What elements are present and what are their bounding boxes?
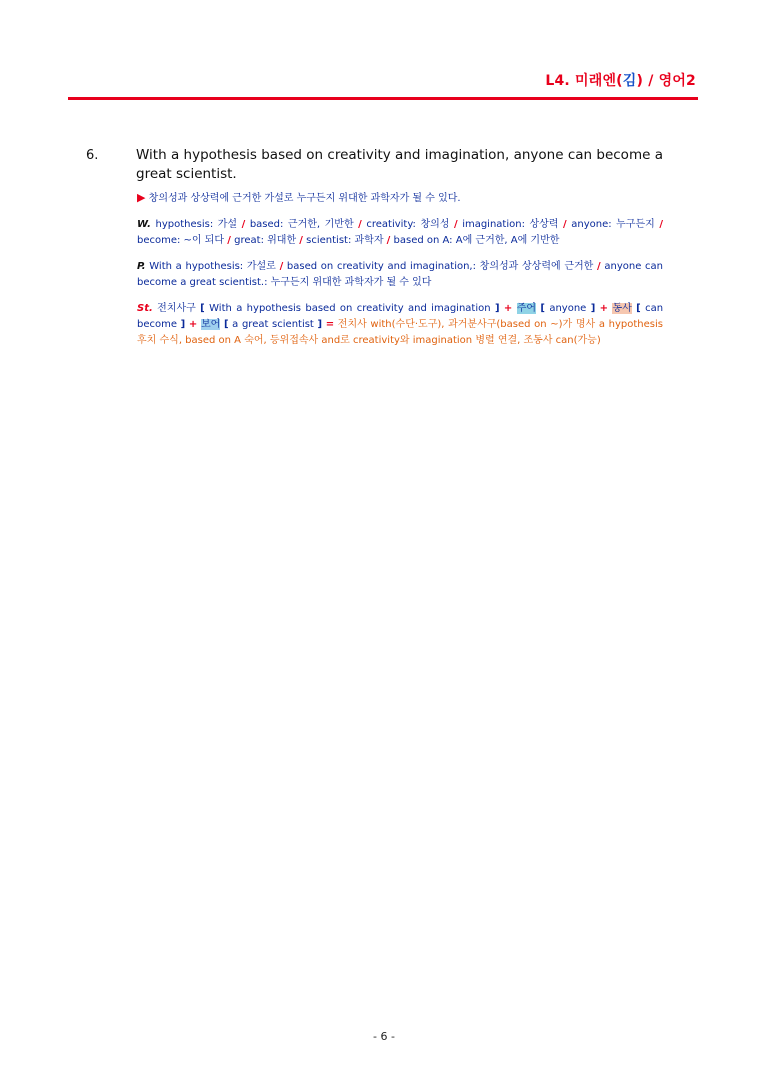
bracket-open: [ — [636, 303, 641, 314]
bracket-open: [ — [200, 303, 205, 314]
equals-sign: = — [325, 319, 335, 330]
bracket-close: ] — [317, 319, 323, 330]
page-header — [545, 70, 696, 90]
tag-subject: 주어 — [516, 303, 537, 314]
translation-text: 창의성과 상상력에 근거한 가설로 누구든지 위대한 과학자가 될 수 있다. — [148, 193, 461, 204]
words-marker: W. — [137, 219, 151, 230]
translation-block — [137, 190, 663, 207]
bracket-open: [ — [540, 303, 545, 314]
phrase-item: With a hypothesis: 가설로 — [149, 261, 276, 272]
bracket-close: ] — [590, 303, 596, 314]
word-item: imagination: 상상력 — [462, 219, 559, 230]
plus-sign: + — [503, 303, 513, 314]
word-item: scientist: 과학자 — [306, 235, 384, 246]
plus-sign: + — [599, 303, 609, 314]
phrases-block: P. With a hypothesis: 가설로 / based on creativity and imagination,: 창의성과 상상력에 근거한 / anyone can become a great scientist.: 누구든지 위대한 과학자가 될 수 있다 — [137, 261, 664, 288]
phrase-item: anyone can become a great scientist.: 누구든지 위대한 과학자가 될 수 있다 — [137, 261, 664, 288]
words-block: W. hypothesis: 가설 / based: 근거한, 기반한 / creativity: 창의성 / imagination: 상상력 / anyone: 누구든지 / become: ~이 되다 / great: 위대한 / scientist: 과학자 / based on A: A에 근거한, A에 기반한 — [137, 219, 663, 246]
structure-phrase-verb: can become — [137, 303, 664, 330]
header-rule — [68, 97, 698, 100]
bracket-close: ] — [180, 319, 186, 330]
structure-marker: St. — [137, 303, 153, 314]
triangle-marker-icon: ▶ — [137, 191, 146, 204]
publisher-prefix: 미래엔( — [575, 73, 623, 89]
word-item: become: ~이 되다 — [137, 235, 225, 246]
bracket-close: ] — [494, 303, 500, 314]
phrases-marker: P. — [137, 261, 146, 272]
subject-label: 영어2 — [658, 73, 696, 89]
word-item: based on A: A에 근거한, A에 기반한 — [393, 235, 560, 246]
publisher-suffix: ) — [636, 73, 644, 89]
question-sentence: With a hypothesis based on creativity and imagination, anyone can become a great scientist. — [136, 147, 663, 182]
tag-verb: 동사 — [612, 303, 632, 314]
page-number: - 6 - — [373, 1030, 395, 1043]
word-item: based: 근거한, 기반한 — [249, 219, 354, 230]
lesson-label: L4. — [545, 73, 570, 89]
question-number: 6. — [86, 148, 99, 163]
bracket-open: [ — [223, 319, 229, 330]
structure-label-prep: 전치사구 — [157, 303, 196, 314]
word-item: great: 위대한 — [234, 235, 297, 246]
author-name: 김 — [622, 73, 637, 89]
structure-phrase-complement: a great scientist — [232, 319, 314, 330]
structure-explanation: 전치사 with(수단·도구), 과거분사구(based on ~)가 명사 a hypothesis 후치 수식, based on A 숙어, 등위접속사 and로 creativity와 imagination 병렬 연결, 조동사 can(가능) — [137, 319, 663, 346]
structure-block — [137, 301, 663, 349]
word-item: anyone: 누구든지 — [571, 219, 655, 230]
structure-phrase-subject: anyone — [549, 303, 587, 314]
word-item: creativity: 창의성 — [366, 219, 450, 230]
structure-phrase-prep: With a hypothesis based on creativity and imagination — [209, 303, 491, 314]
header-slash: / — [643, 73, 659, 89]
word-item: hypothesis: 가설 — [155, 219, 238, 230]
tag-complement: 보어 — [200, 319, 221, 330]
plus-sign: + — [188, 319, 198, 330]
phrase-item: based on creativity and imagination,: 창의성과 상상력에 근거한 — [286, 261, 594, 272]
